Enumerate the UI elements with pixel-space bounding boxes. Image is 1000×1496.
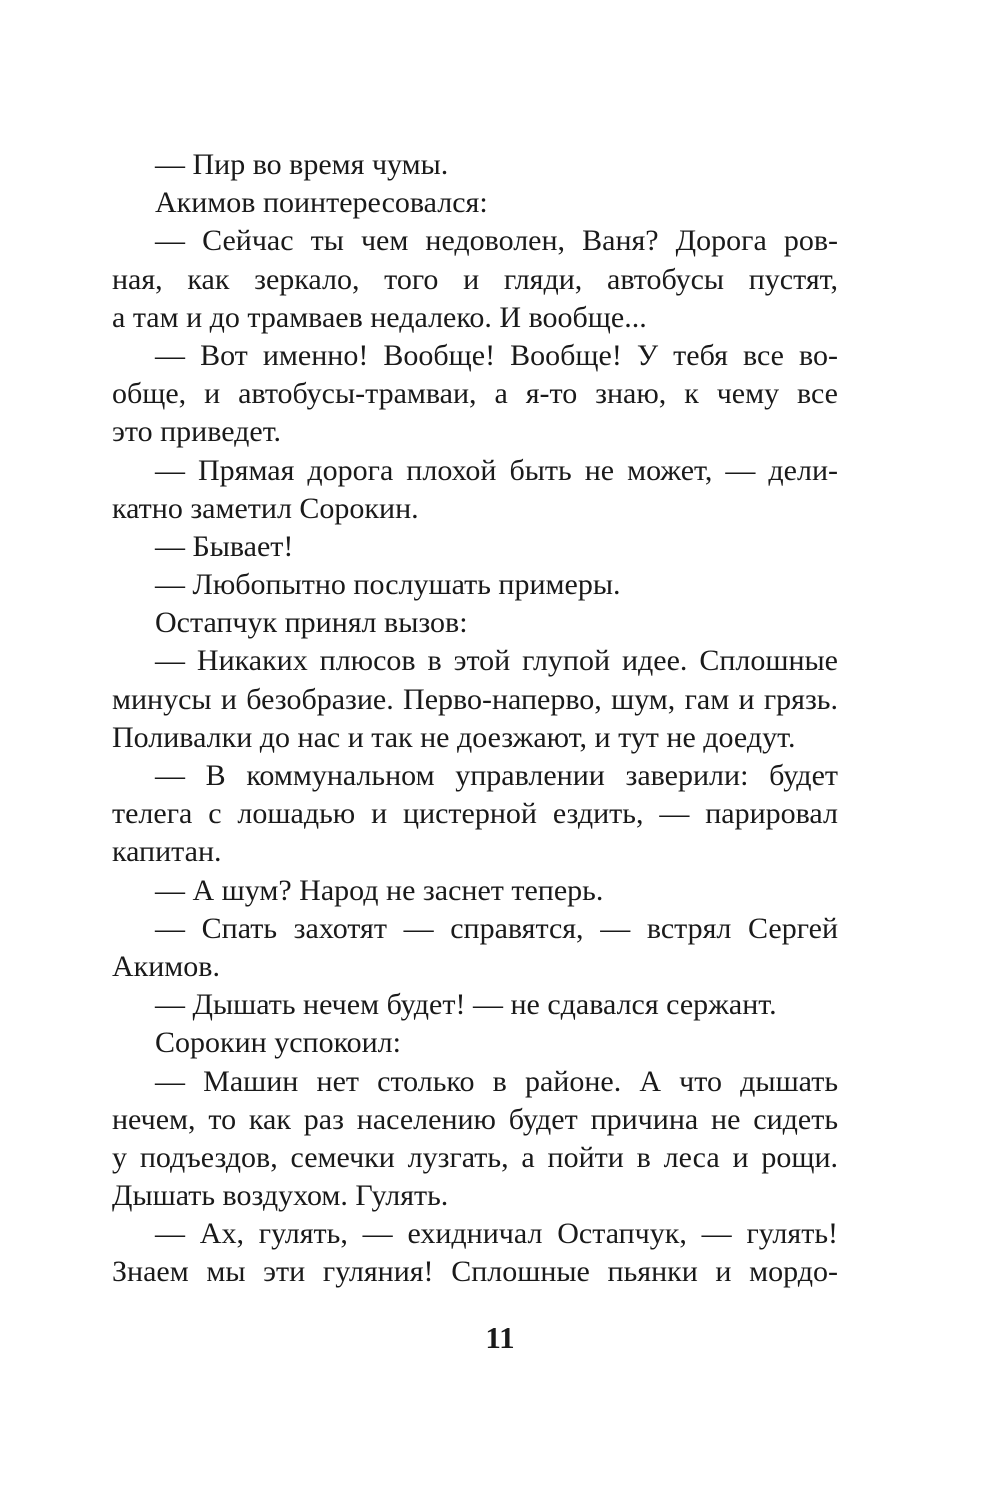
text-line: Акимов. [112, 949, 220, 983]
text-line: телега с лошадью и цистерной ездить, — парировал [112, 797, 838, 831]
text-line: — Любопытно послушать примеры. [155, 568, 621, 602]
text-line: Остапчук принял вызов: [155, 606, 468, 640]
text-line: — Никаких плюсов в этой глупой идее. Сплошные [155, 644, 838, 678]
text-line: — Вот именно! Вообще! Вообще! У тебя все во- [155, 338, 838, 372]
text-line: — Прямая дорога плохой быть не может, — дели- [155, 453, 838, 487]
text-line: — Сейчас ты чем недоволен, Ваня? Дорога ров- [155, 224, 838, 258]
text-line: нечем, то как раз населению будет причина не сидеть [112, 1102, 838, 1136]
text-line: — В коммунальном управлении заверили: будет [155, 759, 838, 792]
text-line: — Ах, гулять, — ехидничал Остапчук, — гулять! [155, 1217, 838, 1251]
text-line: — Пир во время чумы. [155, 148, 449, 181]
text-line: Знаем мы эти гуляния! Сплошные пьянки и мордо- [112, 1255, 838, 1289]
text-line: минусы и безобразие. Перво-наперво, шум, гам и грязь. [112, 682, 838, 716]
text-line: а там и до трамваев недалеко. И вообще... [112, 300, 647, 334]
text-line: катно заметил Сорокин. [112, 491, 419, 525]
text-line: Поливалки до нас и так не доезжают, и тут не доедут. [112, 720, 796, 754]
text-line: Дышать воздухом. Гулять. [112, 1179, 449, 1213]
text-line: обще, и автобусы-трамваи, а я-то знаю, к чему все [112, 377, 838, 411]
text-line: это приведет. [112, 415, 282, 449]
text-line: — Дышать нечем будет! — не сдавался сержант. [155, 988, 777, 1022]
page-number: 11 [485, 1320, 515, 1355]
text-line: у подъездов, семечки лузгать, а пойти в леса и рощи. [112, 1140, 838, 1174]
text-line: — Бывает! [155, 529, 294, 563]
text-line: капитан. [112, 835, 222, 869]
text-line: — Спать захотят — справятся, — встрял Сергей [155, 911, 838, 945]
body-text [112, 146, 838, 1292]
text-line: Сорокин успокоил: [155, 1026, 401, 1060]
text-line: Акимов поинтересовался: [155, 186, 488, 220]
text-line: — Машин нет столько в районе. А что дышать [155, 1064, 838, 1098]
text-line: ная, как зеркало, того и гляди, автобусы пустят, [112, 262, 838, 296]
text-line: — А шум? Народ не заснет теперь. [155, 873, 604, 907]
